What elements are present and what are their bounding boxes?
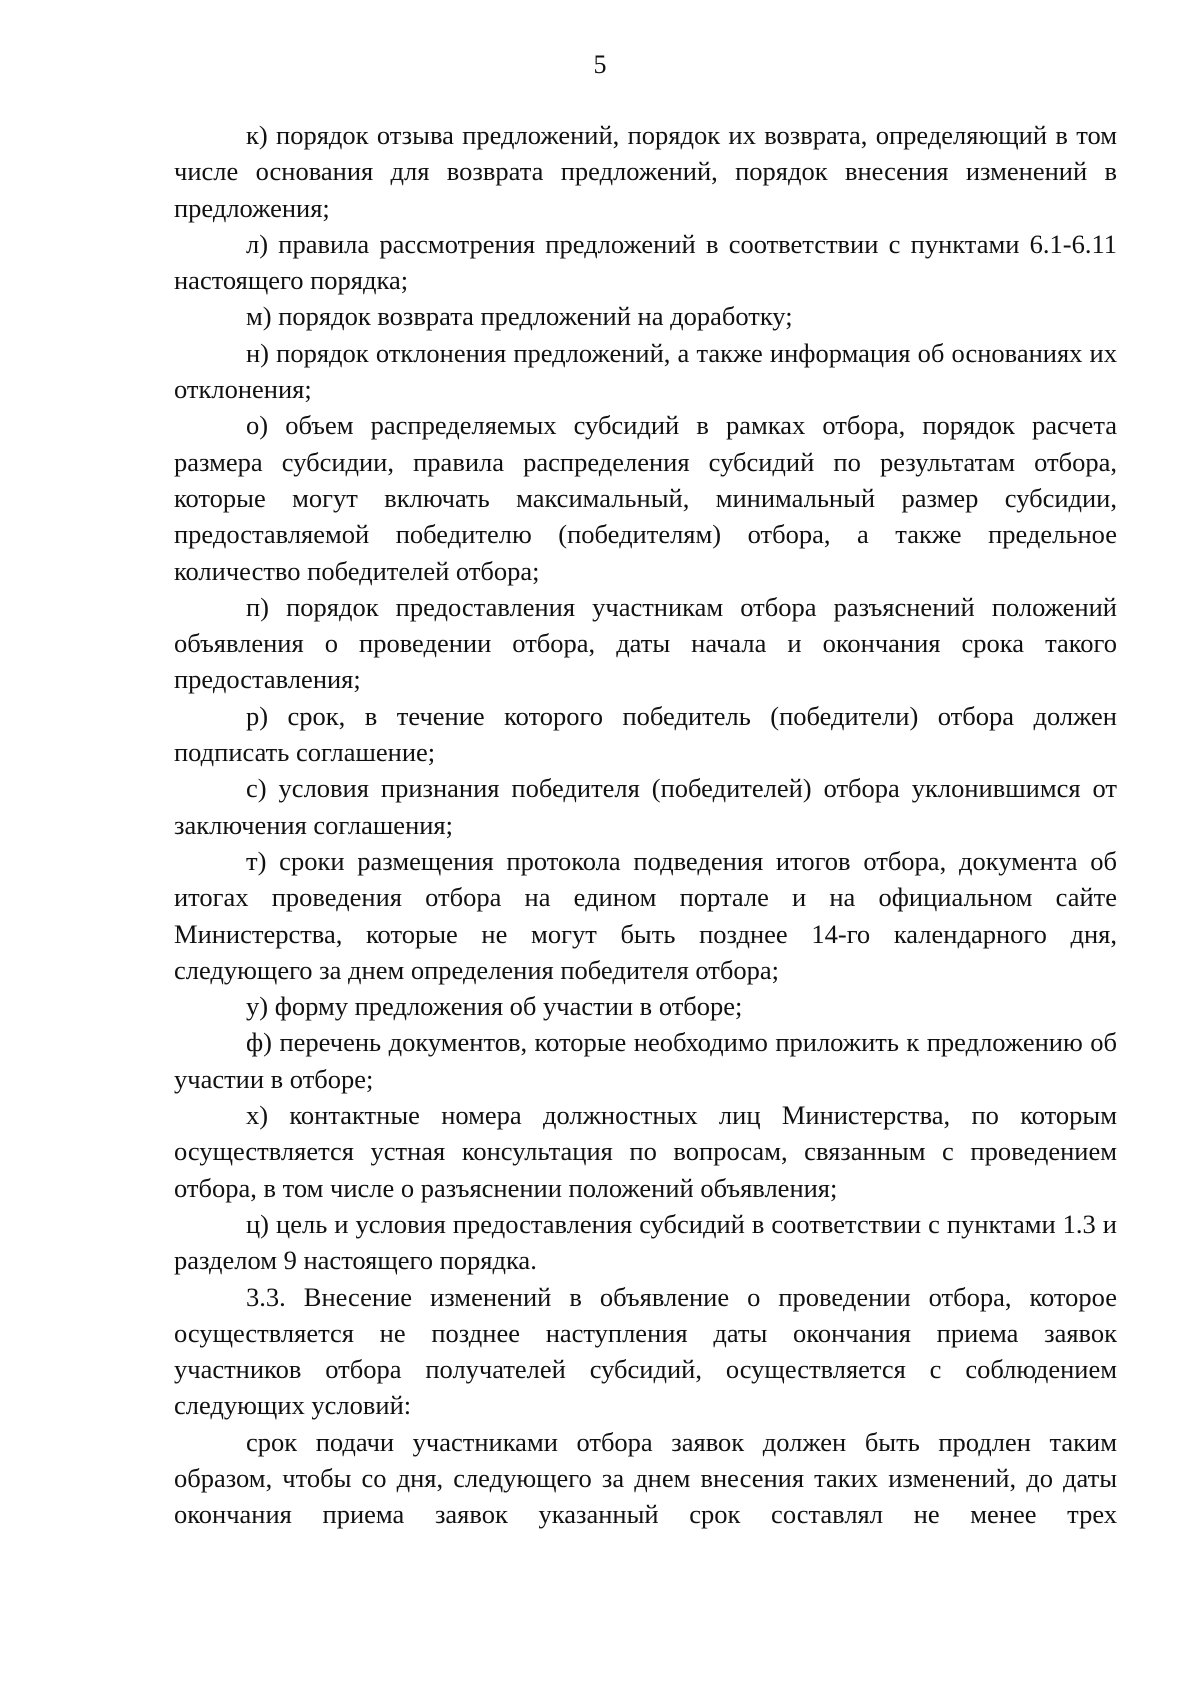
paragraph-l: л) правила рассмотрения предложений в соответствии с пунктами 6.1-6.11 настоящего порядка; [174,228,1117,296]
paragraph-o: о) объем распределяемых субсидий в рамках отбора, порядок расчета размера субсидии, правила распределения субсидий по результатам отбора, которые могут включать максимальный, минимальный размер субсидии, предоставляемой победителю (победителям) отбора, а также предельное количество победителей отбора; [174,410,1117,586]
paragraph-n: н) порядок отклонения предложений, а также информация об основаниях их отклонения; [174,337,1117,405]
paragraph-f: ф) перечень документов, которые необходимо приложить к предложению об участии в отборе; [174,1027,1117,1094]
paragraph-s: с) условия признания победителя (победителей) отбора уклонившимся от заключения соглашения; [174,773,1117,840]
page-number: 5 [593,50,607,79]
paragraph-deadline-extension: срок подачи участниками отбора заявок должен быть продлен таким образом, чтобы со дня, следующего за днем внесения таких изменений, до даты окончания приема заявок указанный срок составлял не менее трех [174,1426,1117,1530]
paragraph-p: п) порядок предоставления участникам отбора разъяснений положений объявления о проведении отбора, даты начала и окончания срока такого предоставления; [174,591,1117,695]
paragraph-kh: х) контактные номера должностных лиц Министерства, по которым осуществляется устная консультация по вопросам, связанным с проведением отбора, в том числе о разъяснении положений объявления; [174,1100,1117,1203]
paragraph-m: м) порядок возврата предложений на доработку; [246,301,793,332]
paragraph-ts: ц) цель и условия предоставления субсидий в соответствии с пунктами 1.3 и разделом 9 настоящего порядка. [174,1208,1117,1276]
paragraph-r: р) срок, в течение которого победитель (победители) отбора должен подписать соглашение; [174,700,1117,768]
paragraph-t: т) сроки размещения протокола подведения итогов отбора, документа об итогах проведения отбора на едином портале и на официальном сайте Министерства, которые не могут быть позднее 14-го календарного дня, следующего за днем определения победителя отбора; [174,845,1117,985]
document-body [174,117,1117,1533]
paragraph-3-3: 3.3. Внесение изменений в объявление о проведении отбора, которое осуществляется не позднее наступления даты окончания приема заявок участников отбора получателей субсидий, осуществляется с соблюдением следующих условий: [174,1281,1117,1421]
paragraph-k: к) порядок отзыва предложений, порядок их возврата, определяющий в том числе основания для возврата предложений, порядок внесения изменений в предложения; [174,120,1117,223]
paragraph-u: у) форму предложения об участии в отборе; [246,991,743,1022]
